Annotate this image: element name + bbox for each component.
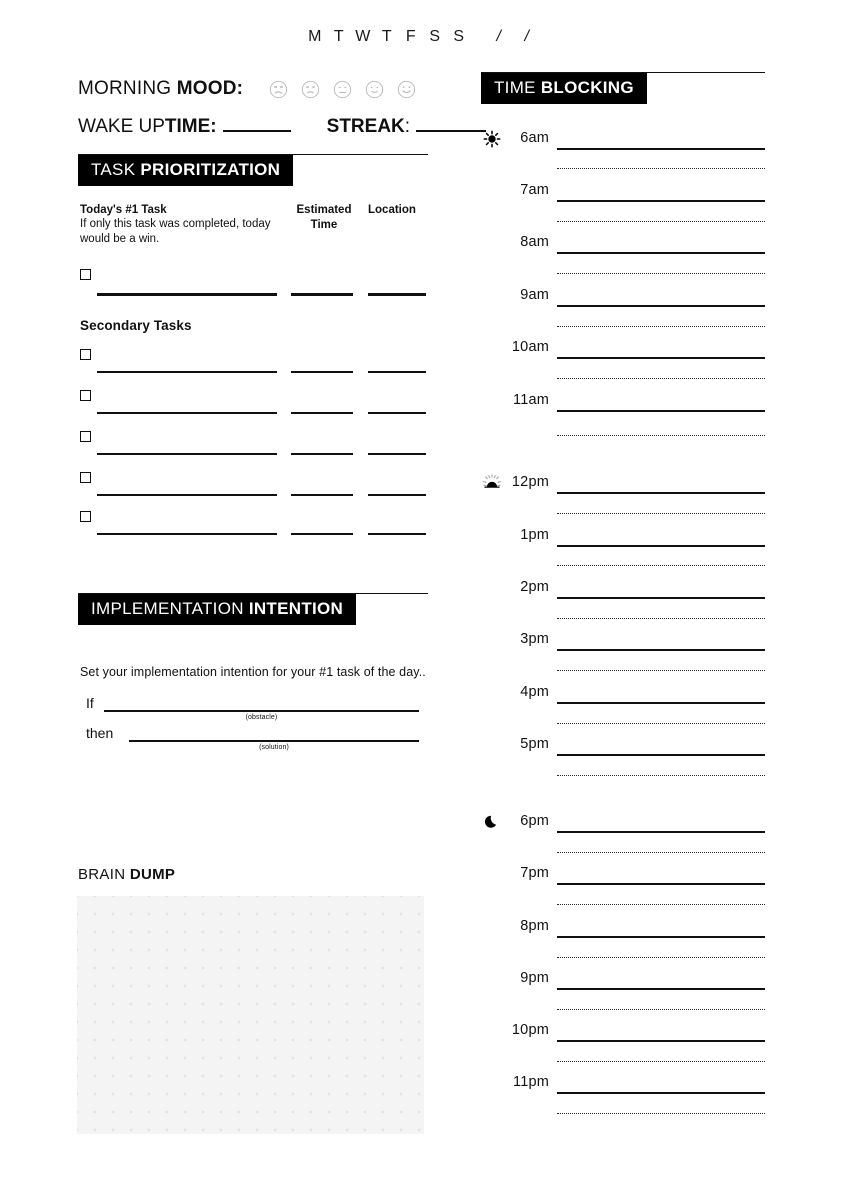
primary-task-checkbox[interactable] — [80, 269, 91, 280]
hour-row-9am — [481, 286, 765, 308]
secondary-task-row — [78, 431, 428, 459]
column-header-main-task: Today's #1 Task — [80, 204, 167, 216]
hour-label-11pm: 11pm — [513, 1074, 549, 1090]
streak-label-bold: STREAK — [326, 116, 405, 137]
primary-task-row — [78, 269, 428, 297]
hour-input-2pm[interactable] — [557, 597, 765, 599]
hour-row-9pm — [481, 969, 765, 991]
hour-input-6am[interactable] — [557, 148, 765, 150]
hour-label-1pm: 1pm — [520, 527, 549, 543]
morning-mood-row — [78, 78, 416, 100]
implementation-then-hint: (solution) — [259, 744, 289, 751]
wake-up-row — [78, 116, 486, 138]
half-hour-input-4pm[interactable] — [557, 723, 765, 724]
hour-label-10am: 10am — [511, 339, 549, 355]
column-header-estimated-time: Estimated Time — [296, 204, 352, 231]
secondary-task-row — [78, 390, 428, 418]
secondary-task-row — [78, 511, 428, 539]
hour-input-4pm[interactable] — [557, 702, 765, 704]
hour-label-9pm: 9pm — [520, 970, 549, 986]
secondary-task-input-2[interactable] — [97, 412, 277, 414]
hour-row-3pm — [481, 630, 765, 652]
secondary-task-estimated-time-input-5[interactable] — [291, 533, 353, 535]
half-hour-input-7am[interactable] — [557, 221, 765, 222]
hour-input-11am[interactable] — [557, 410, 765, 412]
hour-label-9am: 9am — [520, 287, 549, 303]
day-toggle-tuesday[interactable]: T — [333, 28, 345, 45]
secondary-task-location-input-4[interactable] — [368, 494, 426, 496]
hour-input-8pm[interactable] — [557, 936, 765, 938]
primary-task-location-input[interactable] — [368, 293, 426, 296]
secondary-task-checkbox-3[interactable] — [80, 431, 91, 442]
secondary-tasks-title: Secondary Tasks — [80, 318, 192, 333]
half-hour-input-8pm[interactable] — [557, 957, 765, 958]
half-hour-input-2pm[interactable] — [557, 618, 765, 619]
implementation-then-label: then — [86, 725, 114, 741]
task-prioritization-banner — [78, 154, 293, 186]
hour-label-6pm: 6pm — [520, 813, 549, 829]
column-header-location: Location — [368, 204, 416, 216]
hour-row-5pm — [481, 735, 765, 757]
column-header-main-task-subtitle: If only this task was completed, today would be a win. — [80, 218, 271, 245]
implementation-if-hint: (obstacle) — [245, 714, 278, 721]
hour-input-8am[interactable] — [557, 252, 765, 254]
secondary-task-row — [78, 472, 428, 500]
day-toggle-saturday[interactable]: S — [429, 28, 441, 45]
day-toggle-wednesday[interactable]: W — [355, 28, 371, 45]
brain-dump-title — [78, 866, 175, 883]
hour-input-10am[interactable] — [557, 357, 765, 359]
implementation-intention-rule — [78, 593, 428, 594]
hour-row-11am — [481, 391, 765, 413]
secondary-task-estimated-time-input-3[interactable] — [291, 453, 353, 455]
streak-label-colon: : — [404, 116, 411, 137]
half-hour-input-12pm[interactable] — [557, 513, 765, 514]
secondary-task-checkbox-5[interactable] — [80, 511, 91, 522]
implementation-intention-banner-bold: INTENTION — [248, 599, 344, 618]
secondary-task-estimated-time-input-2[interactable] — [291, 412, 353, 414]
hour-row-12pm — [481, 473, 765, 495]
task-prioritization-rule — [78, 154, 428, 155]
date-separator-2: / — [524, 28, 530, 45]
mood-sad-icon[interactable] — [301, 80, 320, 99]
primary-task-estimated-time-input[interactable] — [291, 293, 353, 296]
half-hour-input-10am[interactable] — [557, 378, 765, 379]
secondary-task-checkbox-2[interactable] — [80, 390, 91, 401]
implementation-intention-banner — [78, 593, 356, 625]
hour-input-11pm[interactable] — [557, 1092, 765, 1094]
mood-happy-icon[interactable] — [365, 80, 384, 99]
brain-dump-area[interactable] — [77, 896, 424, 1134]
hour-input-6pm[interactable] — [557, 831, 765, 833]
secondary-task-input-5[interactable] — [97, 533, 277, 535]
mood-very-sad-icon[interactable] — [269, 80, 288, 99]
hour-input-7pm[interactable] — [557, 883, 765, 885]
mood-neutral-icon[interactable] — [333, 80, 352, 99]
secondary-task-input-3[interactable] — [97, 453, 277, 455]
day-toggle-thursday[interactable]: T — [381, 28, 393, 45]
hour-label-7am: 7am — [520, 182, 549, 198]
time-blocking-banner-light: TIME — [494, 78, 541, 97]
brain-dump-title-light: BRAIN — [78, 866, 130, 883]
hour-row-2pm — [481, 578, 765, 600]
half-hour-input-3pm[interactable] — [557, 670, 765, 671]
implementation-if-row — [86, 693, 428, 723]
implementation-intention-banner-light: IMPLEMENTATION — [91, 599, 249, 618]
half-hour-input-1pm[interactable] — [557, 565, 765, 566]
wake-up-label-light: WAKE UP — [78, 116, 165, 137]
hour-label-4pm: 4pm — [520, 684, 549, 700]
hour-label-7pm: 7pm — [520, 865, 549, 881]
wake-up-label-bold: TIME: — [164, 116, 217, 137]
day-toggle-friday[interactable]: F — [405, 28, 417, 45]
half-hour-input-9pm[interactable] — [557, 1009, 765, 1010]
secondary-task-estimated-time-input-4[interactable] — [291, 494, 353, 496]
hour-input-7am[interactable] — [557, 200, 765, 202]
implementation-if-label: If — [86, 695, 94, 711]
time-blocking-rule — [481, 72, 765, 73]
implementation-if-input[interactable] — [104, 710, 419, 712]
half-hour-input-7pm[interactable] — [557, 904, 765, 905]
day-toggle-sunday[interactable]: S — [453, 28, 465, 45]
morning-mood-label-light: MORNING — [78, 78, 177, 99]
hour-row-4pm — [481, 683, 765, 705]
hour-row-10pm — [481, 1021, 765, 1043]
half-hour-input-11pm[interactable] — [557, 1113, 765, 1114]
primary-task-input[interactable] — [97, 293, 277, 296]
hour-label-11am: 11am — [513, 392, 549, 408]
streak-input[interactable] — [416, 117, 486, 132]
secondary-task-estimated-time-input-1[interactable] — [291, 371, 353, 373]
task-prioritization-banner-bold: PRIORITIZATION — [140, 160, 281, 179]
secondary-task-location-input-1[interactable] — [368, 371, 426, 373]
half-hour-input-5pm[interactable] — [557, 775, 765, 776]
half-hour-input-6am[interactable] — [557, 168, 765, 169]
half-hour-input-9am[interactable] — [557, 326, 765, 327]
hour-row-8pm — [481, 917, 765, 939]
hour-label-2pm: 2pm — [520, 579, 549, 595]
hour-row-7pm — [481, 864, 765, 886]
implementation-intention-section — [78, 593, 428, 751]
hour-label-3pm: 3pm — [520, 631, 549, 647]
mood-face-group — [269, 80, 416, 99]
time-blocking-section — [481, 72, 765, 104]
secondary-task-checkbox-4[interactable] — [80, 472, 91, 483]
hour-label-8pm: 8pm — [520, 918, 549, 934]
secondary-task-location-input-2[interactable] — [368, 412, 426, 414]
implementation-intention-description: Set your implementation intention for your #1 task of the day.. — [80, 665, 426, 679]
hour-label-12pm: 12pm — [511, 474, 549, 490]
implementation-then-row — [86, 723, 428, 753]
secondary-task-input-1[interactable] — [97, 371, 277, 373]
time-blocking-banner-bold: BLOCKING — [540, 78, 634, 97]
hour-label-8am: 8am — [520, 234, 549, 250]
hour-row-6am — [481, 129, 765, 151]
hour-row-11pm — [481, 1073, 765, 1095]
hour-input-1pm[interactable] — [557, 545, 765, 547]
secondary-task-location-input-5[interactable] — [368, 533, 426, 535]
hour-label-10pm: 10pm — [511, 1022, 549, 1038]
morning-mood-label-bold: MOOD: — [176, 78, 244, 99]
day-toggle-monday[interactable]: M — [308, 28, 322, 45]
time-blocking-banner — [481, 72, 647, 104]
morning-mood-label — [78, 78, 243, 100]
date-separator-1: / — [496, 28, 502, 45]
half-hour-input-10pm[interactable] — [557, 1061, 765, 1062]
implementation-then-input[interactable] — [129, 740, 419, 742]
brain-dump-title-bold: DUMP — [129, 866, 176, 883]
hour-input-9pm[interactable] — [557, 988, 765, 990]
hour-row-10am — [481, 338, 765, 360]
task-prioritization-section — [78, 154, 428, 186]
mood-very-happy-icon[interactable] — [397, 80, 416, 99]
task-column-headers — [78, 203, 428, 249]
secondary-task-input-4[interactable] — [97, 494, 277, 496]
secondary-task-location-input-3[interactable] — [368, 453, 426, 455]
half-hour-input-11am[interactable] — [557, 435, 765, 436]
hour-row-6pm — [481, 812, 765, 834]
hour-row-1pm — [481, 526, 765, 548]
half-hour-input-6pm[interactable] — [557, 852, 765, 853]
secondary-task-checkbox-1[interactable] — [80, 349, 91, 360]
task-prioritization-banner-light: TASK — [91, 160, 141, 179]
hour-row-7am — [481, 181, 765, 203]
wake-up-time-input[interactable] — [223, 117, 291, 132]
hour-input-12pm[interactable] — [557, 492, 765, 494]
secondary-task-row — [78, 349, 428, 377]
hour-input-3pm[interactable] — [557, 649, 765, 651]
hour-input-9am[interactable] — [557, 305, 765, 307]
hour-input-5pm[interactable] — [557, 754, 765, 756]
hour-label-5pm: 5pm — [520, 736, 549, 752]
hour-input-10pm[interactable] — [557, 1040, 765, 1042]
hour-label-6am: 6am — [520, 130, 549, 146]
hour-row-8am — [481, 233, 765, 255]
half-hour-input-8am[interactable] — [557, 273, 765, 274]
day-strip — [0, 28, 844, 46]
